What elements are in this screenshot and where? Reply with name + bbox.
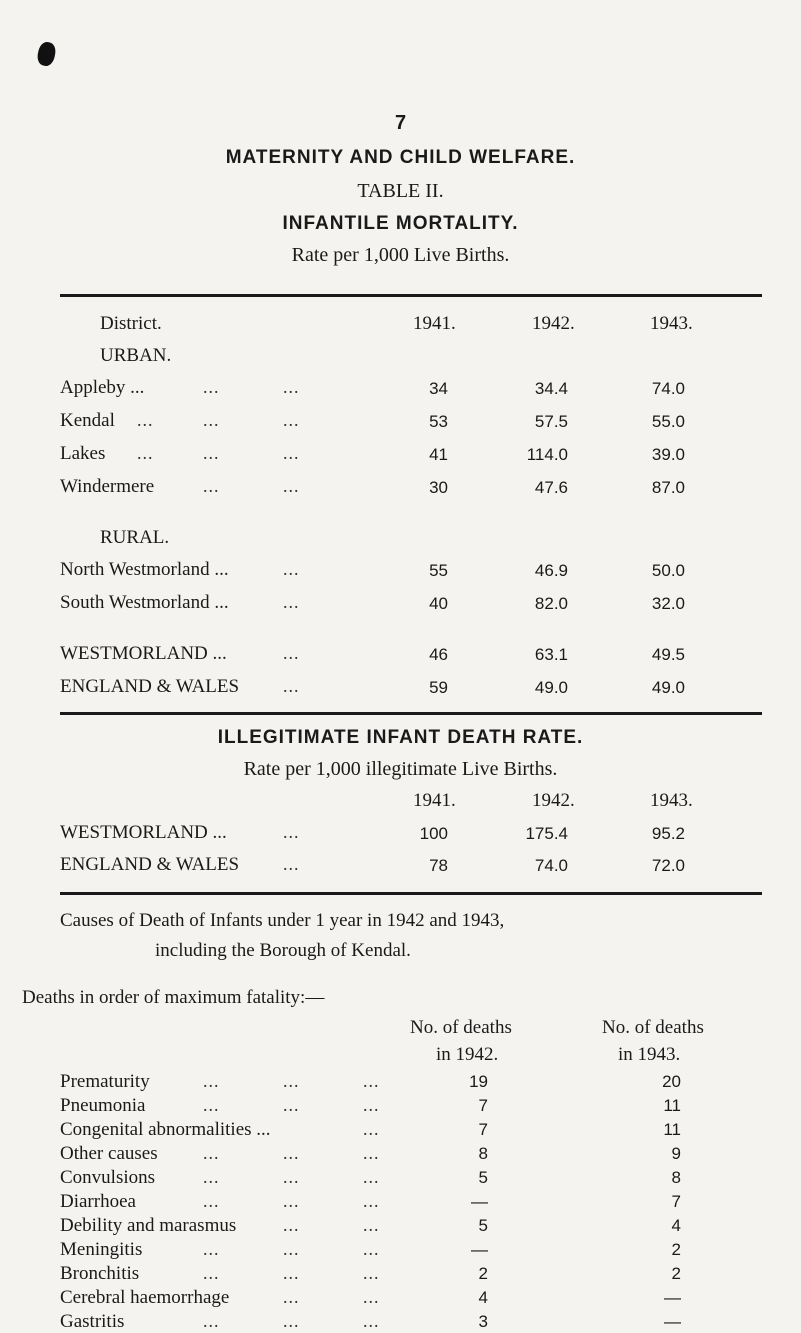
value-1942: 114.0 [526, 445, 568, 464]
value-1942: 57.5 [534, 412, 568, 431]
leader-dots: ... [203, 1263, 220, 1283]
value-1943: 55.0 [651, 412, 685, 431]
order-label: Deaths in order of maximum fatality:— [22, 987, 325, 1008]
total-name: ENGLAND & WALES [60, 676, 240, 697]
deaths-1943: 7 [671, 1192, 681, 1211]
value-1943: 49.0 [651, 678, 685, 697]
leader-dots: ... [283, 592, 300, 612]
cause-name: Pneumonia [60, 1095, 146, 1116]
leader-dots: ... [283, 676, 300, 696]
deaths-1943: 2 [671, 1240, 681, 1259]
cause-name: Cerebral haemorrhage [60, 1287, 230, 1308]
leader-dots: ... [203, 1239, 220, 1259]
value-1942: 46.9 [534, 561, 568, 580]
leader-dots: ... [203, 1143, 220, 1163]
leader-dots: ... [283, 1263, 300, 1283]
leader-dots: ... [363, 1239, 380, 1259]
value-1943: 87.0 [651, 478, 685, 497]
district-name: Kendal [60, 410, 115, 431]
cause-name: Diarrhoea [60, 1191, 136, 1212]
leader-dots: ... [203, 410, 220, 430]
district-name: North Westmorland ... [60, 559, 229, 580]
leader-dots: ... [203, 1311, 220, 1331]
page-number: 7 [394, 112, 407, 134]
leader-dots: ... [363, 1167, 380, 1187]
leader-dots: ... [283, 1215, 300, 1235]
deaths-1943: 8 [671, 1168, 681, 1187]
value-1942: 82.0 [534, 594, 568, 613]
leader-dots: ... [283, 1167, 300, 1187]
value-1941: 100 [419, 824, 448, 843]
col-1941: 1941. [413, 790, 456, 811]
district-name: Appleby ... [60, 377, 145, 398]
leader-dots: ... [363, 1191, 380, 1211]
row-name: WESTMORLAND ... [60, 822, 227, 843]
deaths-1943: — [664, 1312, 681, 1331]
deaths-1942: 2 [478, 1264, 488, 1283]
section2-heading: ILLEGITIMATE INFANT DEATH RATE. [217, 727, 584, 748]
value-1942: 34.4 [534, 379, 568, 398]
leader-dots: ... [283, 1071, 300, 1091]
col-1942: 1942. [532, 313, 575, 334]
leader-dots: ... [283, 443, 300, 463]
deaths-1942: 8 [478, 1144, 488, 1163]
leader-dots: ... [283, 822, 300, 842]
leader-dots: ... [283, 1143, 300, 1163]
leader-dots: ... [363, 1095, 380, 1115]
cause-name: Convulsions [60, 1167, 156, 1188]
deaths-1942: 5 [478, 1216, 488, 1235]
district-name: Windermere [60, 476, 155, 497]
section2-subheading: Rate per 1,000 illegitimate Live Births. [243, 758, 558, 780]
leader-dots: ... [283, 1287, 300, 1307]
value-1943: 74.0 [651, 379, 685, 398]
deaths-1942: — [471, 1240, 488, 1259]
leader-dots: ... [363, 1143, 380, 1163]
deaths-1942: 5 [478, 1168, 488, 1187]
leader-dots: ... [203, 1095, 220, 1115]
leader-dots: ... [203, 1167, 220, 1187]
value-1941: 55 [429, 561, 448, 580]
value-1941: 59 [429, 678, 448, 697]
leader-dots: ... [203, 476, 220, 496]
value-1941: 78 [429, 856, 448, 875]
value-1942: 47.6 [534, 478, 568, 497]
cause-name: Gastritis [60, 1311, 125, 1332]
ink-blot [36, 40, 58, 67]
value-1943: 50.0 [651, 561, 685, 580]
leader-dots: ... [363, 1119, 380, 1139]
leader-dots: ... [283, 1191, 300, 1211]
district-name: Lakes [60, 443, 106, 464]
col-1942-head-line1: No. of deaths [410, 1017, 512, 1038]
deaths-1942: 7 [478, 1120, 488, 1139]
col-1943-head-line2: in 1943. [618, 1044, 681, 1065]
col-1942: 1942. [532, 790, 575, 811]
deaths-1943: 20 [662, 1072, 681, 1091]
cause-name: Prematurity [60, 1071, 150, 1092]
section1-subheading: Rate per 1,000 Live Births. [291, 244, 510, 266]
leader-dots: ... [283, 1311, 300, 1331]
value-1942: 63.1 [534, 645, 568, 664]
value-1941: 53 [429, 412, 448, 431]
leader-dots: ... [363, 1263, 380, 1283]
leader-dots: ... [363, 1071, 380, 1091]
leader-dots: ... [283, 1095, 300, 1115]
row-name: ENGLAND & WALES [60, 854, 240, 875]
top-rule [60, 294, 762, 297]
leader-dots: ... [283, 1239, 300, 1259]
value-1941: 46 [429, 645, 448, 664]
causes-intro-line2: including the Borough of Kendal. [155, 940, 411, 961]
deaths-1942: 3 [478, 1312, 488, 1331]
causes-intro-line1: Causes of Death of Infants under 1 year in 1942 and 1943, [60, 910, 505, 931]
value-1942: 74.0 [534, 856, 568, 875]
leader-dots: ... [363, 1311, 380, 1331]
leader-dots: ... [203, 1071, 220, 1091]
leader-dots: ... [137, 443, 154, 463]
col-district: District. [100, 313, 162, 334]
value-1943: 72.0 [651, 856, 685, 875]
bottom-rule [60, 892, 762, 895]
value-1941: 41 [429, 445, 448, 464]
page-title: MATERNITY AND CHILD WELFARE. [225, 147, 576, 168]
value-1943: 32.0 [651, 594, 685, 613]
col-1942-head-line2: in 1942. [436, 1044, 499, 1065]
leader-dots: ... [137, 410, 154, 430]
col-1943-head-line1: No. of deaths [602, 1017, 704, 1038]
leader-dots: ... [283, 559, 300, 579]
col-1943: 1943. [650, 790, 693, 811]
total-name: WESTMORLAND ... [60, 643, 227, 664]
rural-label: RURAL. [100, 527, 170, 548]
cause-name: Meningitis [60, 1239, 143, 1260]
cause-name: Debility and marasmus [60, 1215, 237, 1236]
leader-dots: ... [283, 377, 300, 397]
cause-name: Congenital abnormalities ... [60, 1119, 271, 1140]
value-1941: 30 [429, 478, 448, 497]
district-name: South Westmorland ... [60, 592, 229, 613]
leader-dots: ... [283, 476, 300, 496]
deaths-1943: 2 [671, 1264, 681, 1283]
value-1942: 175.4 [525, 824, 568, 843]
deaths-1943: 11 [663, 1120, 681, 1139]
deaths-1943: 4 [671, 1216, 681, 1235]
section1-heading: INFANTILE MORTALITY. [282, 213, 519, 234]
value-1941: 40 [429, 594, 448, 613]
leader-dots: ... [203, 377, 220, 397]
value-1941: 34 [429, 379, 448, 398]
leader-dots: ... [283, 854, 300, 874]
leader-dots: ... [283, 643, 300, 663]
deaths-1943: 9 [671, 1144, 681, 1163]
deaths-1943: 11 [663, 1096, 681, 1115]
value-1943: 39.0 [651, 445, 685, 464]
value-1943: 95.2 [651, 824, 685, 843]
col-1943: 1943. [650, 313, 693, 334]
cause-name: Other causes [60, 1143, 158, 1164]
middle-rule [60, 712, 762, 715]
urban-label: URBAN. [100, 345, 172, 366]
value-1943: 49.5 [651, 645, 685, 664]
col-1941: 1941. [413, 313, 456, 334]
deaths-1943: — [664, 1288, 681, 1307]
deaths-1942: — [471, 1192, 488, 1211]
table-label: TABLE II. [357, 180, 444, 202]
deaths-1942: 7 [478, 1096, 488, 1115]
leader-dots: ... [203, 443, 220, 463]
leader-dots: ... [363, 1287, 380, 1307]
deaths-1942: 4 [478, 1288, 488, 1307]
leader-dots: ... [203, 1191, 220, 1211]
cause-name: Bronchitis [60, 1263, 140, 1284]
value-1942: 49.0 [534, 678, 568, 697]
leader-dots: ... [283, 410, 300, 430]
deaths-1942: 19 [469, 1072, 488, 1091]
leader-dots: ... [363, 1215, 380, 1235]
